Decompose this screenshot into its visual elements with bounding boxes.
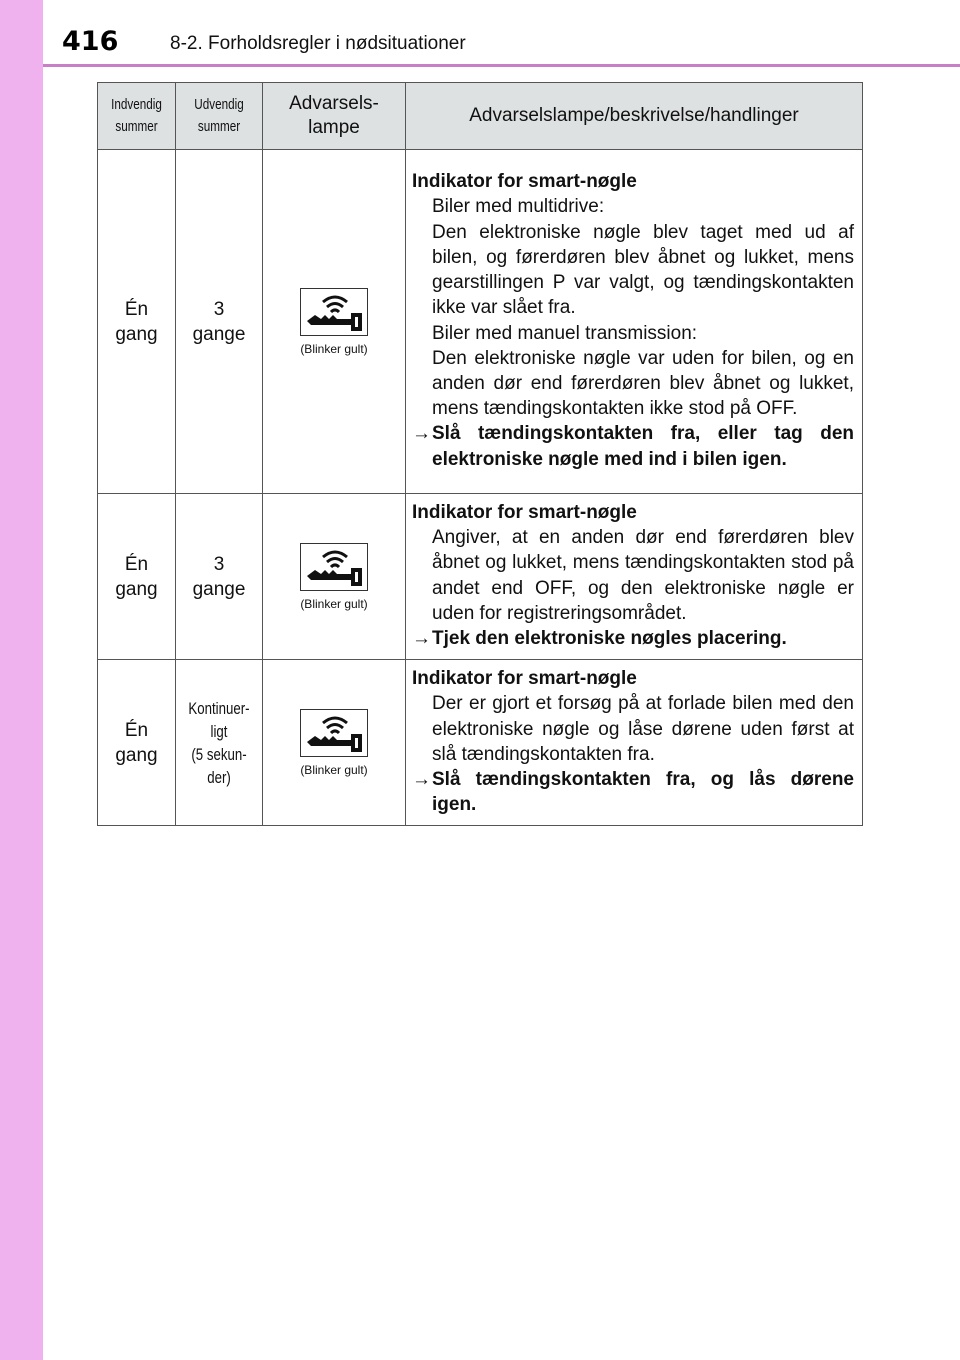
table-row — [98, 494, 863, 660]
smart-key-indicator-icon — [300, 288, 368, 336]
arrow-right-icon: → — [412, 769, 431, 791]
lamp-cell — [263, 660, 406, 826]
inner-buzzer-cell: Én gang — [98, 660, 176, 826]
header-divider — [43, 64, 960, 67]
description-line: Biler med manuel transmission: — [432, 322, 698, 344]
inner-buzzer-cell: Én gang — [98, 150, 176, 494]
side-color-strip — [0, 0, 43, 1360]
action-instruction: → Slå tændingskontakten fra, eller tag den elektroniske nøgle med ind i bilen igen. — [412, 421, 854, 471]
page-header — [0, 0, 960, 64]
description-line: Angiver, at en anden dør end førerdøren blev åbnet og lukket, mens tændingskontakten stod på andet end OFF, og den elektroniske nøgle er uden for registreringsområdet. — [432, 527, 854, 624]
smart-key-indicator-icon — [300, 543, 368, 591]
table-row — [98, 150, 863, 494]
warning-table — [97, 82, 863, 826]
indicator-title: Indikator for smart-nøgle — [412, 668, 637, 690]
header-outer-buzzer: Udvendig summer — [176, 83, 263, 150]
arrow-right-icon: → — [412, 423, 431, 445]
lamp-cell — [263, 150, 406, 494]
header-inner-buzzer: Indvendig summer — [98, 83, 176, 150]
indicator-title: Indikator for smart-nøgle — [412, 171, 637, 193]
smart-key-indicator-icon — [300, 709, 368, 757]
table-header-row — [98, 83, 863, 150]
lamp-caption: (Blinker gult) — [300, 762, 368, 777]
header-warning-lamp: Advarsels- lampe — [263, 83, 406, 150]
outer-buzzer-cell: 3 gange — [176, 150, 263, 494]
lamp-cell — [263, 494, 406, 660]
description-line: Biler med multidrive: — [432, 196, 605, 218]
lamp-caption: (Blinker gult) — [300, 341, 368, 356]
inner-buzzer-cell: Én gang — [98, 494, 176, 660]
section-title: 8-2. Forholdsregler i nødsituationer — [170, 33, 466, 54]
description-cell — [406, 660, 863, 826]
lamp-caption: (Blinker gult) — [300, 596, 368, 611]
action-instruction: → Slå tændingskontakten fra, og lås dørene igen. — [412, 767, 854, 817]
outer-buzzer-cell: 3 gange — [176, 494, 263, 660]
page-number: 416 — [62, 26, 119, 57]
description-line: Der er gjort et forsøg på at forlade bilen med den elektroniske nøgle og låse dørene uden først at slå tændingskontakten fra. — [432, 693, 854, 765]
arrow-right-icon: → — [412, 628, 431, 650]
header-description: Advarselslampe/beskrivelse/handlinger — [406, 83, 863, 150]
description-line: Den elektroniske nøgle blev taget med ud af bilen, og førerdøren blev åbnet og lukket, mens gearstillingen P var valgt, og tændingskontakten ikke var slået fra. — [432, 221, 854, 319]
indicator-title: Indikator for smart-nøgle — [412, 502, 637, 523]
description-cell — [406, 494, 863, 660]
table-row — [98, 660, 863, 826]
description-cell — [406, 150, 863, 494]
outer-buzzer-cell: Kontinuer- ligt (5 sekun- der) — [176, 660, 263, 826]
description-line: Den elektroniske nøgle var uden for bilen, og en anden dør end førerdøren blev åbnet og lukket, mens tændingskontakten ikke stod på OFF. — [432, 347, 854, 420]
action-instruction: → Tjek den elektroniske nøgles placering. — [412, 626, 854, 651]
